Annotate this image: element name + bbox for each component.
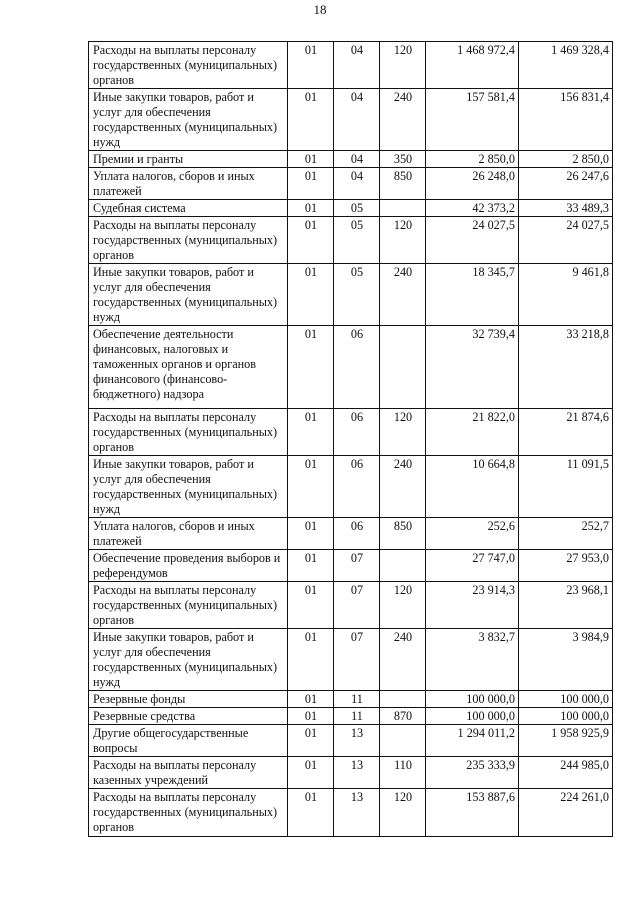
row-amount-year-1: 2 850,0 (426, 151, 519, 168)
row-expense-type-code (380, 200, 426, 217)
row-section-code: 01 (288, 725, 334, 757)
row-expense-type-code (380, 725, 426, 757)
row-amount-year-1: 10 664,8 (426, 456, 519, 518)
table-row (89, 409, 613, 456)
table-row (89, 789, 613, 837)
row-amount-year-2: 27 953,0 (519, 550, 613, 582)
row-amount-year-1: 1 468 972,4 (426, 42, 519, 89)
row-section-code: 01 (288, 518, 334, 550)
row-amount-year-2: 21 874,6 (519, 409, 613, 456)
row-section-code: 01 (288, 550, 334, 582)
row-expense-type-code: 850 (380, 168, 426, 200)
row-name: Резервные фонды (89, 691, 288, 708)
row-amount-year-2: 2 850,0 (519, 151, 613, 168)
row-section-code: 01 (288, 42, 334, 89)
row-amount-year-2: 100 000,0 (519, 708, 613, 725)
row-expense-type-code: 870 (380, 708, 426, 725)
row-name: Уплата налогов, сборов и иных платежей (89, 518, 288, 550)
table-row (89, 217, 613, 264)
row-subsection-code: 07 (334, 629, 380, 691)
row-subsection-code: 05 (334, 200, 380, 217)
row-subsection-code: 06 (334, 456, 380, 518)
row-amount-year-1: 21 822,0 (426, 409, 519, 456)
row-subsection-code: 06 (334, 518, 380, 550)
row-amount-year-2: 156 831,4 (519, 89, 613, 151)
table-row (89, 151, 613, 168)
row-section-code: 01 (288, 89, 334, 151)
row-amount-year-1: 26 248,0 (426, 168, 519, 200)
row-amount-year-1: 235 333,9 (426, 757, 519, 789)
row-amount-year-1: 252,6 (426, 518, 519, 550)
row-amount-year-1: 24 027,5 (426, 217, 519, 264)
budget-table (88, 41, 613, 837)
row-expense-type-code: 120 (380, 789, 426, 837)
table-row (89, 42, 613, 89)
row-name: Обеспечение деятельности финансовых, налоговых и таможенных органов и органов финансового (финансово-бюджетного) надзора (89, 326, 288, 409)
row-subsection-code: 05 (334, 264, 380, 326)
row-expense-type-code: 120 (380, 42, 426, 89)
row-expense-type-code: 110 (380, 757, 426, 789)
row-amount-year-1: 27 747,0 (426, 550, 519, 582)
row-expense-type-code: 240 (380, 264, 426, 326)
row-amount-year-2: 224 261,0 (519, 789, 613, 837)
table-row (89, 725, 613, 757)
row-expense-type-code: 240 (380, 456, 426, 518)
table-row (89, 264, 613, 326)
row-expense-type-code: 240 (380, 629, 426, 691)
row-subsection-code: 06 (334, 326, 380, 409)
row-expense-type-code: 120 (380, 217, 426, 264)
row-subsection-code: 07 (334, 550, 380, 582)
row-name: Иные закупки товаров, работ и услуг для обеспечения государственных (муниципальных) нужд (89, 264, 288, 326)
row-amount-year-2: 9 461,8 (519, 264, 613, 326)
row-section-code: 01 (288, 708, 334, 725)
row-subsection-code: 13 (334, 757, 380, 789)
page-number: 18 (313, 2, 327, 17)
row-amount-year-2: 24 027,5 (519, 217, 613, 264)
row-subsection-code: 13 (334, 789, 380, 837)
row-amount-year-1: 23 914,3 (426, 582, 519, 629)
row-name: Другие общегосударственные вопросы (89, 725, 288, 757)
row-section-code: 01 (288, 326, 334, 409)
row-amount-year-1: 32 739,4 (426, 326, 519, 409)
row-subsection-code: 05 (334, 217, 380, 264)
row-section-code: 01 (288, 151, 334, 168)
row-section-code: 01 (288, 757, 334, 789)
row-subsection-code: 11 (334, 708, 380, 725)
row-name: Расходы на выплаты персоналу государственных (муниципальных) органов (89, 42, 288, 89)
table-row (89, 708, 613, 725)
row-expense-type-code (380, 326, 426, 409)
row-name: Иные закупки товаров, работ и услуг для обеспечения государственных (муниципальных) нужд (89, 456, 288, 518)
row-section-code: 01 (288, 456, 334, 518)
row-name: Обеспечение проведения выборов и референдумов (89, 550, 288, 582)
row-amount-year-2: 252,7 (519, 518, 613, 550)
row-amount-year-1: 100 000,0 (426, 691, 519, 708)
row-section-code: 01 (288, 582, 334, 629)
table-row (89, 691, 613, 708)
row-amount-year-1: 157 581,4 (426, 89, 519, 151)
row-expense-type-code (380, 691, 426, 708)
row-expense-type-code: 120 (380, 409, 426, 456)
row-expense-type-code (380, 550, 426, 582)
row-section-code: 01 (288, 168, 334, 200)
row-subsection-code: 06 (334, 409, 380, 456)
row-amount-year-1: 1 294 011,2 (426, 725, 519, 757)
row-name: Расходы на выплаты персоналу казенных учреждений (89, 757, 288, 789)
row-amount-year-1: 100 000,0 (426, 708, 519, 725)
row-amount-year-1: 153 887,6 (426, 789, 519, 837)
row-name: Резервные средства (89, 708, 288, 725)
row-amount-year-2: 1 958 925,9 (519, 725, 613, 757)
row-name: Судебная система (89, 200, 288, 217)
table-row (89, 518, 613, 550)
row-name: Расходы на выплаты персоналу государственных (муниципальных) органов (89, 217, 288, 264)
row-expense-type-code: 120 (380, 582, 426, 629)
row-subsection-code: 04 (334, 42, 380, 89)
row-expense-type-code: 240 (380, 89, 426, 151)
row-name: Премии и гранты (89, 151, 288, 168)
row-amount-year-2: 244 985,0 (519, 757, 613, 789)
row-subsection-code: 13 (334, 725, 380, 757)
row-amount-year-2: 1 469 328,4 (519, 42, 613, 89)
row-subsection-code: 07 (334, 582, 380, 629)
row-section-code: 01 (288, 217, 334, 264)
row-subsection-code: 04 (334, 89, 380, 151)
table-row (89, 582, 613, 629)
table-row (89, 89, 613, 151)
row-name: Иные закупки товаров, работ и услуг для обеспечения государственных (муниципальных) нужд (89, 629, 288, 691)
row-section-code: 01 (288, 629, 334, 691)
row-amount-year-1: 42 373,2 (426, 200, 519, 217)
row-amount-year-2: 33 489,3 (519, 200, 613, 217)
row-subsection-code: 04 (334, 151, 380, 168)
row-amount-year-1: 3 832,7 (426, 629, 519, 691)
row-section-code: 01 (288, 200, 334, 217)
row-amount-year-2: 3 984,9 (519, 629, 613, 691)
table-row (89, 456, 613, 518)
row-expense-type-code: 850 (380, 518, 426, 550)
row-section-code: 01 (288, 409, 334, 456)
table-row (89, 326, 613, 409)
row-amount-year-2: 26 247,6 (519, 168, 613, 200)
row-name: Иные закупки товаров, работ и услуг для обеспечения государственных (муниципальных) нужд (89, 89, 288, 151)
row-name: Уплата налогов, сборов и иных платежей (89, 168, 288, 200)
row-amount-year-2: 23 968,1 (519, 582, 613, 629)
table-row (89, 757, 613, 789)
row-amount-year-1: 18 345,7 (426, 264, 519, 326)
row-section-code: 01 (288, 264, 334, 326)
row-name: Расходы на выплаты персоналу государственных (муниципальных) органов (89, 789, 288, 837)
row-subsection-code: 11 (334, 691, 380, 708)
table-row (89, 168, 613, 200)
row-name: Расходы на выплаты персоналу государственных (муниципальных) органов (89, 409, 288, 456)
table-row (89, 200, 613, 217)
row-amount-year-2: 33 218,8 (519, 326, 613, 409)
row-amount-year-2: 100 000,0 (519, 691, 613, 708)
row-subsection-code: 04 (334, 168, 380, 200)
row-section-code: 01 (288, 789, 334, 837)
row-expense-type-code: 350 (380, 151, 426, 168)
row-section-code: 01 (288, 691, 334, 708)
table-row (89, 629, 613, 691)
row-name: Расходы на выплаты персоналу государственных (муниципальных) органов (89, 582, 288, 629)
row-amount-year-2: 11 091,5 (519, 456, 613, 518)
table-row (89, 550, 613, 582)
